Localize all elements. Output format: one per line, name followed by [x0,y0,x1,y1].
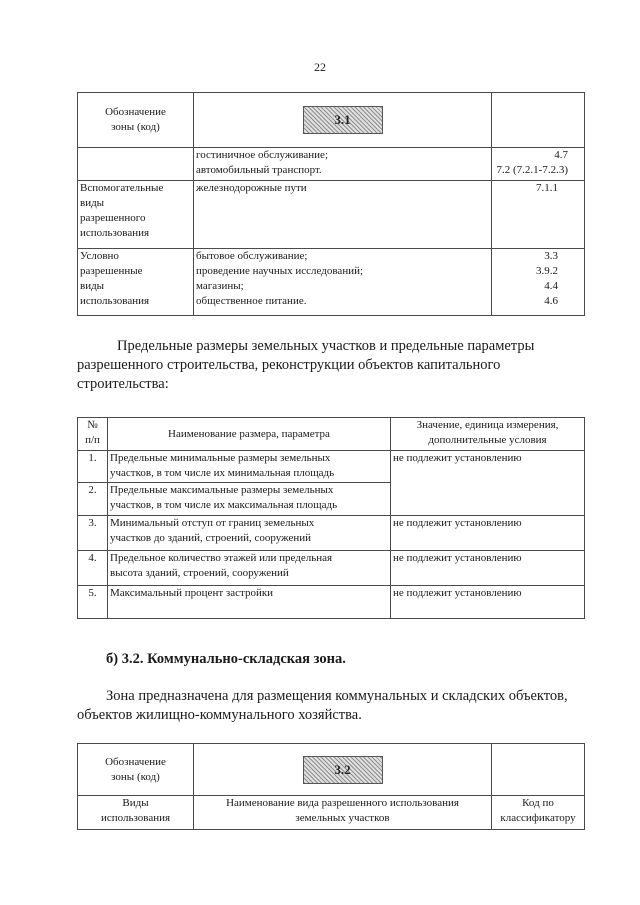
label-line: разрешенного [80,212,146,224]
section-heading: б) 3.2. Коммунально-складская зона. [106,651,346,667]
row-num: 2. [78,483,108,516]
types-header [78,796,194,830]
use-item: железнодорожные пути [196,182,307,194]
word: земельных [251,338,319,354]
table-row [78,451,585,483]
zone-31-table [77,92,585,316]
zone-label-line: зоны (код) [111,770,160,783]
paragraph-line [77,337,584,356]
row-num: 3. [78,516,108,551]
word: Зона [106,688,135,704]
paragraph-line: объектов жилищно-коммунального хозяйства. [77,707,362,723]
zone-label-line: Обозначение [105,106,166,118]
zone-code-box: 3.1 [303,106,383,134]
code-item: 4.6 [544,295,558,307]
word: параметры [467,338,535,354]
zone-label-line: Обозначение [105,755,166,768]
label-line: виды [80,197,105,209]
word: для [232,688,254,704]
paragraph-line [77,687,584,706]
header-line: Код по [522,797,554,809]
row-name-line: Минимальный отступ от границ земельных [110,517,315,529]
value-header [391,418,585,451]
row-value: не подлежит установлению [391,451,585,516]
row-name [108,483,391,516]
zone-label-line: зоны (код) [111,121,160,133]
header-line: классификатору [500,812,576,824]
word: участков [321,338,376,354]
zone-label-cell [78,93,194,148]
codes-cell [492,249,585,316]
paragraph-line [77,356,584,375]
label-line: использования [80,227,150,239]
table-row [78,516,585,551]
row-num: 4. [78,551,108,586]
uses-cell [194,249,492,316]
empty-cell [78,148,194,181]
code-item: 4.7 [554,149,568,161]
code-item: 3.9.2 [536,265,558,277]
zone-label-cell [78,744,194,796]
word: Предельные [117,338,193,354]
conditional-label-cell [78,249,194,316]
word: и [430,688,439,704]
parameters-table [77,417,585,619]
word: объектов, [508,688,568,704]
aux-label-cell [78,181,194,249]
empty-cell [492,744,585,796]
header-line: использования [100,812,171,824]
code-item: 3.3 [544,250,558,262]
row-name-line: Предельное количество этажей или предельная [110,552,333,564]
use-item: общественное питание. [196,295,307,307]
row-name-line: участков, в том числе их максимальная площадь [110,499,338,511]
label-line: Вспомогательные [80,182,164,194]
zone-32-table [77,743,585,830]
uses-cell [194,181,492,249]
page-number: 22 [314,60,326,74]
row-name [108,516,391,551]
word: размещения [257,688,332,704]
word: объектов [358,357,414,373]
row-name [108,551,391,586]
zone-code-box: 3.2 [303,756,383,784]
row-name [108,586,391,619]
word: строительства, [166,357,259,373]
row-name-line: участков до зданий, строений, сооружений [110,532,312,544]
row-num: 1. [78,451,108,483]
row-name-line: участков, в том числе их минимальная площадь [110,467,335,479]
word: коммунальных [335,688,428,704]
header-line: земельных участков [295,812,390,824]
header-line: Наименование вида разрешенного использования [226,797,459,809]
table-row [78,551,585,586]
header-line: п/п [85,434,100,446]
code-header [492,796,585,830]
header-line: № [87,419,98,431]
paragraph-line: строительства: [77,376,169,392]
code-item: 4.4 [544,280,558,292]
word: капитального [417,357,501,373]
limits-paragraph [77,337,584,394]
row-name [108,451,391,483]
word: реконструкции [261,357,355,373]
use-item: гостиничное обслуживание; [196,149,328,161]
word: и [379,338,388,354]
zone-code-cell [194,744,492,796]
row-value: не подлежит установлению [391,586,585,619]
row-name-line: Предельные минимальные размеры земельных [110,452,331,464]
table-row [78,586,585,619]
row-name-line: высота зданий, строений, сооружений [110,567,289,579]
label-line: виды [80,280,105,292]
zone-code-cell [194,93,492,148]
label-line: использования [80,295,150,307]
codes-cell [492,148,585,181]
codes-cell [492,181,585,249]
label-line: Условно [80,250,119,262]
use-item: бытовое обслуживание; [196,250,308,262]
name-header [194,796,492,830]
row-name-line: Максимальный процент застройки [110,587,274,599]
word: разрешенного [77,357,164,373]
header-line: Значение, единица измерения, [416,419,559,431]
num-header [78,418,108,451]
uses-cell [194,148,492,181]
code-item: 7.1.1 [536,182,558,194]
row-num: 5. [78,586,108,619]
use-item: автомобильный транспорт. [196,164,322,176]
use-item: магазины; [196,280,244,292]
word: размеры [196,338,249,354]
word: предназначена [138,688,229,704]
label-line: разрешенные [80,265,143,277]
header-line: Виды [122,797,149,809]
name-header: Наименование размера, параметра [108,418,391,451]
zone-32-paragraph [77,687,584,725]
row-value: не подлежит установлению [391,516,585,551]
use-item: проведение научных исследований; [196,265,364,277]
header-line: дополнительные условия [428,434,547,446]
word: предельные [390,338,464,354]
empty-cell [492,93,585,148]
code-item: 7.2 (7.2.1-7.2.3) [496,164,568,176]
word: складских [442,688,506,704]
row-name-line: Предельные максимальные размеры земельных [110,484,334,496]
row-value: не подлежит установлению [391,551,585,586]
